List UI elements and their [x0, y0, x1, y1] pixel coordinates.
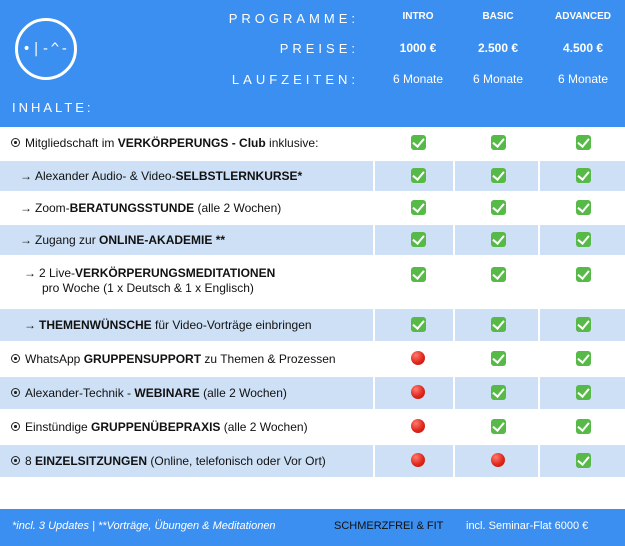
feature-label: Einstündige GRUPPENÜBEPRAXIS (alle 2 Wochen) [13, 420, 308, 434]
check-icon [576, 453, 591, 468]
feature-label-line2: pro Woche (1 x Deutsch & 1 x Englisch) [42, 281, 254, 295]
column-divider [453, 127, 455, 509]
feature-row [0, 409, 625, 443]
feature-label: → Zugang zur ONLINE-AKADEMIE ** [20, 233, 226, 247]
feature-row [0, 443, 625, 477]
red-dot-icon [411, 351, 425, 365]
arrow-icon: → [24, 318, 36, 332]
arrow-icon: → [24, 266, 36, 280]
feature-mark-intro [373, 385, 463, 401]
bullet-icon [11, 388, 20, 397]
arrow-icon: → [20, 169, 32, 183]
check-icon [491, 232, 506, 247]
arrow-icon: → [20, 201, 32, 215]
red-dot-icon [491, 453, 505, 467]
check-icon [576, 351, 591, 366]
feature-mark-intro [373, 419, 463, 435]
feature-mark-intro [373, 267, 463, 283]
check-icon [491, 317, 506, 332]
footnote: *incl. 3 Updates | **Vorträge, Übungen & Meditationen [12, 520, 276, 532]
feature-mark-advanced [538, 200, 625, 216]
feature-mark-advanced [538, 419, 625, 435]
feature-label: Alexander-Technik - WEBINARE (alle 2 Wochen) [13, 386, 287, 400]
feature-label: → 2 Live-VERKÖRPERUNGSMEDITATIONEN pro Woche (1 x Deutsch & 1 x Englisch) [24, 266, 276, 295]
check-icon [411, 135, 426, 150]
feature-mark-basic [453, 317, 543, 333]
feature-mark-advanced [538, 168, 625, 184]
feature-row [0, 159, 625, 191]
feature-label: → Alexander Audio- & Video-SELBSTLERNKURSE* [20, 169, 303, 183]
feature-mark-basic [453, 168, 543, 184]
check-icon [576, 419, 591, 434]
feature-mark-advanced [538, 351, 625, 367]
check-icon [491, 385, 506, 400]
bullet-icon [11, 456, 20, 465]
check-icon [576, 317, 591, 332]
check-icon [411, 200, 426, 215]
bullet-icon [11, 138, 20, 147]
check-icon [576, 135, 591, 150]
feature-mark-intro [373, 168, 463, 184]
feature-row [0, 191, 625, 223]
check-icon [576, 232, 591, 247]
red-dot-icon [411, 385, 425, 399]
feature-mark-basic [453, 453, 543, 469]
plan-duration-basic: 6 Monate [472, 72, 524, 86]
plan-price-advanced: 4.500 € [562, 41, 604, 55]
bullet-icon [11, 422, 20, 431]
check-icon [411, 267, 426, 282]
plan-name-basic: BASIC [482, 11, 514, 22]
programme-label: PROGRAMME: [228, 11, 359, 26]
feature-mark-advanced [538, 453, 625, 469]
feature-mark-intro [373, 135, 463, 151]
feature-label: 8 EINZELSITZUNGEN (Online, telefonisch oder Vor Ort) [13, 454, 326, 468]
feature-mark-basic [453, 232, 543, 248]
feature-mark-intro [373, 200, 463, 216]
feature-rows [0, 127, 625, 477]
brand-label: SCHMERZFREI & FIT [334, 520, 444, 532]
feature-row [0, 255, 625, 307]
feature-mark-advanced [538, 267, 625, 283]
footer [0, 509, 625, 546]
feature-mark-basic [453, 351, 543, 367]
feature-mark-basic [453, 419, 543, 435]
laufzeiten-label: LAUFZEITEN: [231, 72, 359, 87]
check-icon [491, 135, 506, 150]
feature-mark-basic [453, 385, 543, 401]
check-icon [491, 267, 506, 282]
check-icon [411, 232, 426, 247]
feature-row [0, 341, 625, 375]
plan-name-intro: INTRO [402, 11, 434, 22]
check-icon [491, 419, 506, 434]
arrow-icon: → [20, 233, 32, 247]
feature-mark-advanced [538, 232, 625, 248]
inhalte-label: INHALTE: [12, 100, 94, 115]
check-icon [576, 385, 591, 400]
feature-mark-advanced [538, 385, 625, 401]
feature-label: → Zoom-BERATUNGSSTUNDE (alle 2 Wochen) [20, 201, 282, 215]
feature-mark-intro [373, 232, 463, 248]
feature-mark-intro [373, 317, 463, 333]
check-icon [491, 200, 506, 215]
check-icon [576, 200, 591, 215]
column-divider [373, 127, 375, 509]
feature-mark-advanced [538, 317, 625, 333]
feature-row [0, 375, 625, 409]
plan-duration-intro: 6 Monate [392, 72, 444, 86]
red-dot-icon [411, 419, 425, 433]
check-icon [491, 168, 506, 183]
bullet-icon [11, 354, 20, 363]
feature-mark-basic [453, 135, 543, 151]
logo-text: •|-^- [22, 41, 70, 57]
column-divider [538, 127, 540, 509]
preise-label: PREISE: [279, 41, 359, 56]
seminar-flat-label: incl. Seminar-Flat 6000 € [466, 520, 589, 532]
plan-name-advanced: ADVANCED [555, 11, 611, 22]
check-icon [491, 351, 506, 366]
plan-price-basic: 2.500 € [477, 41, 519, 55]
feature-mark-basic [453, 200, 543, 216]
feature-mark-basic [453, 267, 543, 283]
plan-duration-advanced: 6 Monate [557, 72, 609, 86]
feature-label: Mitgliedschaft im VERKÖRPERUNGS - Club inklusive: [13, 136, 318, 150]
feature-label: WhatsApp GRUPPENSUPPORT zu Themen & Prozessen [13, 352, 336, 366]
logo [15, 18, 77, 80]
red-dot-icon [411, 453, 425, 467]
feature-mark-intro [373, 453, 463, 469]
feature-label: → THEMENWÜNSCHE für Video-Vorträge einbringen [24, 318, 312, 332]
feature-row [0, 127, 625, 159]
check-icon [411, 168, 426, 183]
feature-row [0, 223, 625, 255]
check-icon [411, 317, 426, 332]
plan-price-intro: 1000 € [399, 41, 437, 55]
header [0, 0, 625, 127]
check-icon [576, 168, 591, 183]
feature-row [0, 307, 625, 341]
feature-mark-advanced [538, 135, 625, 151]
feature-mark-intro [373, 351, 463, 367]
check-icon [576, 267, 591, 282]
